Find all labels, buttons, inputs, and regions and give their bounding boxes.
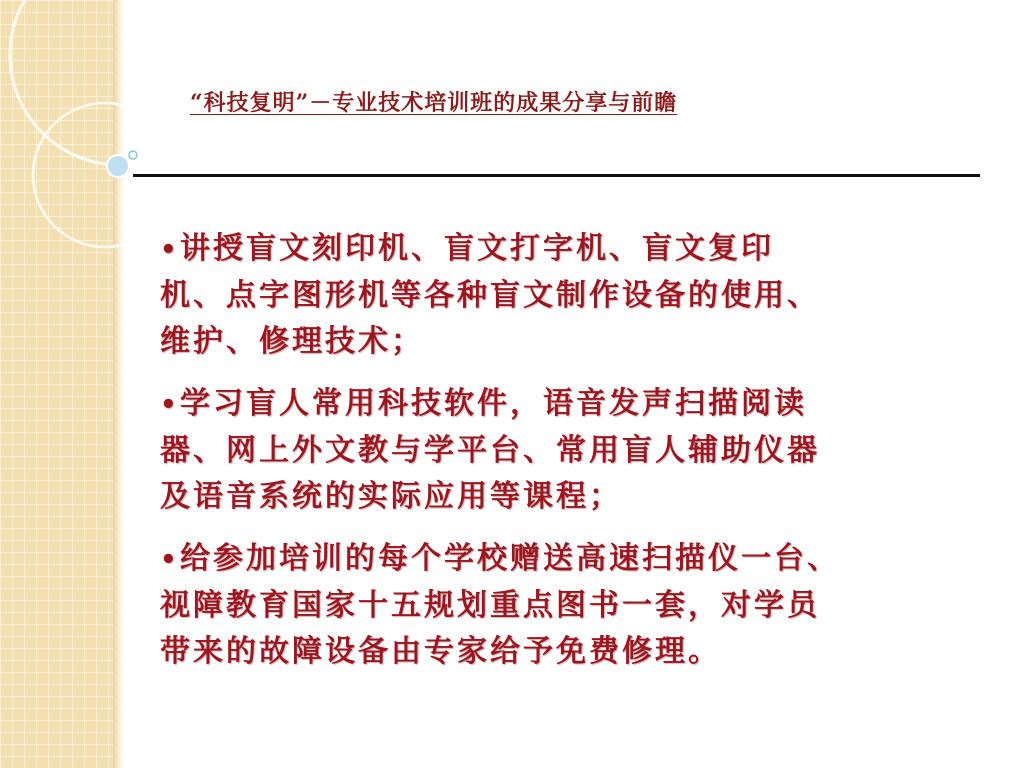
bullet-item-equipment-training — [160, 226, 1002, 365]
bullet-line: 带来的故障设备由专家给予免费修理。 — [160, 634, 721, 669]
title-divider — [133, 174, 980, 177]
bullet-marker: • — [160, 390, 180, 420]
small-dot-decoration — [129, 151, 137, 159]
bullet-line: 维护、修理技术； — [160, 324, 424, 359]
bullet-item-donations — [160, 536, 1002, 675]
bullet-line: 器、网上外文教与学平台、常用盲人辅助仪器 — [160, 433, 820, 468]
bullet-line: 视障教育国家十五规划重点图书一套，对学员 — [160, 588, 820, 623]
bullet-marker: • — [160, 545, 180, 575]
bullet-marker: • — [160, 235, 180, 265]
bullet-line — [160, 226, 1002, 273]
blue-dot-decoration — [107, 155, 129, 177]
bullet-line: 机、点字图形机等各种盲文制作设备的使用、 — [160, 278, 820, 313]
bullet-list — [160, 226, 1002, 691]
bullet-item-software-courses — [160, 381, 1002, 520]
bullet-line — [160, 536, 1002, 583]
bullet-text: 学习盲人常用科技软件，语音发声扫描阅读 — [180, 386, 807, 421]
bullet-line — [160, 381, 1002, 428]
bullet-text: 讲授盲文刻印机、盲文打字机、盲文复印 — [180, 231, 774, 266]
bullet-text: 给参加培训的每个学校赠送高速扫描仪一台、 — [180, 541, 840, 576]
bullet-line: 及语音系统的实际应用等课程； — [160, 479, 622, 514]
slide-title: “科技复明”－专业技术培训班的成果分享与前瞻 — [190, 90, 678, 116]
